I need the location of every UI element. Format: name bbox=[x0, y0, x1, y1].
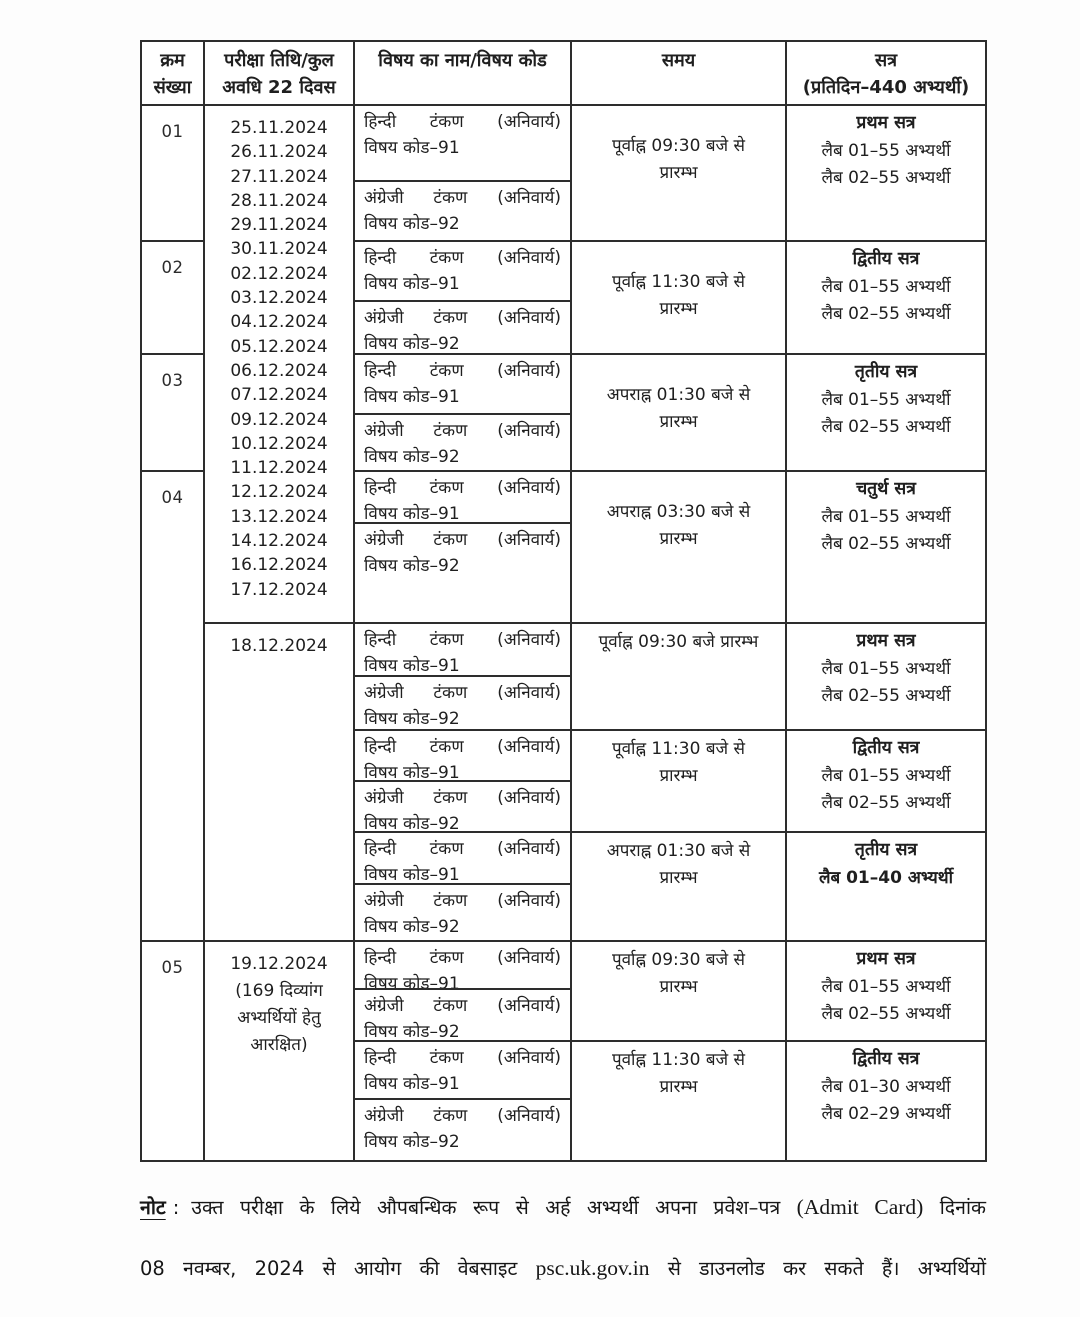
subject-cell-hindi bbox=[355, 106, 572, 182]
subject-code: विषय कोड–92 bbox=[364, 1132, 460, 1152]
time-line1: अपराह्न 03:30 बजे से bbox=[606, 502, 751, 522]
time-line1: अपराह्न 01:30 बजे से bbox=[606, 841, 751, 861]
time-line2: प्रारम्भ bbox=[659, 299, 698, 319]
time-line2: प्रारम्भ bbox=[659, 529, 698, 549]
note-line-1 bbox=[140, 1190, 986, 1225]
note-colon: : bbox=[172, 1196, 180, 1219]
time-line1: पूर्वाह्न 11:30 बजे से bbox=[611, 272, 746, 292]
subject-name: हिन्दी टंकण (अनिवार्य) bbox=[364, 737, 561, 757]
session-cell bbox=[787, 472, 987, 624]
subject-cell-english bbox=[355, 415, 572, 472]
subject-cell-hindi bbox=[355, 624, 572, 677]
lab-count: लैब 02–55 अभ्यर्थी bbox=[821, 793, 951, 813]
note-text: उक्त परीक्षा के लिये औपबन्धिक रूप से अर्ह अभ्यर्थी अपना प्रवेश–पत्र bbox=[191, 1196, 797, 1219]
subject-cell-english bbox=[355, 1100, 572, 1162]
subject-name: हिन्दी टंकण (अनिवार्य) bbox=[364, 361, 561, 381]
note-website-text: psc.uk.gov.in bbox=[535, 1256, 650, 1280]
subject-cell-hindi bbox=[355, 731, 572, 782]
header-session-line2: (प्रतिदिन–440 अभ्यर्थी) bbox=[802, 77, 970, 98]
session-cell bbox=[787, 242, 987, 355]
subject-name: हिन्दी टंकण (अनिवार्य) bbox=[364, 112, 561, 132]
session-title: तृतीय सत्र bbox=[854, 840, 918, 860]
note-label: नोट bbox=[140, 1196, 166, 1219]
subject-code: विषय कोड–92 bbox=[364, 214, 460, 234]
time-line2: प्रारम्भ bbox=[659, 977, 698, 997]
lab-count: लैब 02–55 अभ्यर्थी bbox=[821, 1004, 951, 1024]
time-line1: अपराह्न 01:30 बजे से bbox=[606, 385, 751, 405]
time-line1: पूर्वाह्न 11:30 बजे से bbox=[611, 1050, 746, 1070]
time-cell bbox=[572, 242, 787, 355]
lab-count: लैब 01–55 अभ्यर्थी bbox=[821, 506, 951, 527]
time-line1: पूर्वाह्न 09:30 बजे प्रारम्भ bbox=[598, 632, 759, 652]
session-cell bbox=[787, 942, 987, 1042]
subject-code: विषय कोड–92 bbox=[364, 814, 460, 833]
subject-cell-hindi bbox=[355, 242, 572, 302]
time-cell bbox=[572, 942, 787, 1042]
subject-name: अंग्रेजी टंकण (अनिवार्य) bbox=[364, 788, 561, 808]
serial-cell-01: 01 bbox=[142, 106, 205, 242]
subject-cell-english bbox=[355, 302, 572, 355]
date-cell-19-12: 19.12.2024 (169 दिव्यांग अभ्यर्थियों हेतु आरक्षित) bbox=[205, 942, 355, 1162]
subject-code: विषय कोड–91 bbox=[364, 974, 460, 990]
time-cell bbox=[572, 731, 787, 833]
subject-code: विषय कोड–92 bbox=[364, 917, 460, 937]
lab-count: लैब 02–55 अभ्यर्थी bbox=[821, 304, 951, 324]
subject-name: अंग्रेजी टंकण (अनिवार्य) bbox=[364, 683, 561, 703]
subject-name: अंग्रेजी टंकण (अनिवार्य) bbox=[364, 891, 561, 911]
session-cell bbox=[787, 355, 987, 472]
session-title: चतुर्थ सत्र bbox=[856, 479, 916, 499]
session-cell bbox=[787, 624, 987, 731]
session-cell bbox=[787, 1042, 987, 1162]
lab-count: लैब 01–55 अभ्यर्थी bbox=[821, 765, 951, 786]
lab-count: लैब 01–40 अभ्यर्थी bbox=[818, 867, 954, 888]
subject-code: विषय कोड–92 bbox=[364, 334, 460, 354]
subject-code: विषय कोड–91 bbox=[364, 138, 460, 158]
subject-name: हिन्दी टंकण (अनिवार्य) bbox=[364, 1048, 561, 1068]
lab-count: लैब 02–29 अभ्यर्थी bbox=[821, 1104, 951, 1124]
subject-code: विषय कोड–92 bbox=[364, 447, 460, 467]
session-title: प्रथम सत्र bbox=[856, 631, 916, 651]
lab-count: लैब 01–55 अभ्यर्थी bbox=[821, 658, 951, 679]
subject-name: हिन्दी टंकण (अनिवार्य) bbox=[364, 839, 561, 859]
subject-name: हिन्दी टंकण (अनिवार्य) bbox=[364, 630, 561, 650]
lab-count: लैब 02–55 अभ्यर्थी bbox=[821, 686, 951, 706]
subject-code: विषय कोड–92 bbox=[364, 709, 460, 729]
lab-count: लैब 01–55 अभ्यर्थी bbox=[821, 140, 951, 161]
session-title: द्वितीय सत्र bbox=[852, 738, 920, 758]
header-exam-date: परीक्षा तिथि/कुल अवधि 22 दिवस bbox=[205, 42, 355, 106]
time-cell bbox=[572, 106, 787, 242]
lab-count: लैब 02–55 अभ्यर्थी bbox=[821, 417, 951, 437]
exam-schedule-table bbox=[140, 40, 987, 1162]
subject-code: विषय कोड–91 bbox=[364, 387, 460, 407]
time-line1: पूर्वाह्न 11:30 बजे से bbox=[611, 739, 746, 759]
subject-name: हिन्दी टंकण (अनिवार्य) bbox=[364, 248, 561, 268]
session-cell bbox=[787, 106, 987, 242]
serial-cell-05: 05 bbox=[142, 942, 205, 1162]
note-line-2 bbox=[140, 1251, 986, 1286]
subject-code: विषय कोड–91 bbox=[364, 274, 460, 294]
header-serial-number: क्रम संख्या bbox=[142, 42, 205, 106]
header-time: समय bbox=[572, 42, 787, 106]
lab-count: लैब 02–55 अभ्यर्थी bbox=[821, 534, 951, 554]
time-line1: पूर्वाह्न 09:30 बजे से bbox=[611, 136, 746, 156]
time-cell bbox=[572, 472, 787, 624]
date-cell-18-12: 18.12.2024 bbox=[205, 624, 355, 942]
footer-note bbox=[140, 1190, 986, 1286]
subject-cell-hindi bbox=[355, 1042, 572, 1100]
lab-count: लैब 01–55 अभ्यर्थी bbox=[821, 276, 951, 297]
note-text: 08 नवम्बर, 2024 से आयोग की वेबसाइट bbox=[140, 1257, 536, 1280]
session-cell bbox=[787, 731, 987, 833]
session-cell bbox=[787, 833, 987, 942]
subject-cell-english bbox=[355, 182, 572, 242]
subject-name: अंग्रेजी टंकण (अनिवार्य) bbox=[364, 188, 561, 208]
lab-count: लैब 02–55 अभ्यर्थी bbox=[821, 168, 951, 188]
subject-cell-hindi bbox=[355, 942, 572, 990]
note-admit-card-text: (Admit Card) bbox=[796, 1195, 924, 1219]
subject-name: अंग्रेजी टंकण (अनिवार्य) bbox=[364, 421, 561, 441]
time-line2: प्रारम्भ bbox=[659, 163, 698, 183]
header-subject-name-code: विषय का नाम/विषय कोड bbox=[355, 42, 572, 106]
subject-code: विषय कोड–91 bbox=[364, 865, 460, 885]
time-cell bbox=[572, 624, 787, 731]
lab-count: लैब 01–30 अभ्यर्थी bbox=[821, 1076, 951, 1097]
session-title: प्रथम सत्र bbox=[856, 949, 916, 969]
subject-cell-english bbox=[355, 885, 572, 942]
subject-cell-english bbox=[355, 677, 572, 731]
session-title: तृतीय सत्र bbox=[854, 362, 918, 382]
serial-cell-02: 02 bbox=[142, 242, 205, 355]
subject-cell-hindi bbox=[355, 472, 572, 524]
subject-name: अंग्रेजी टंकण (अनिवार्य) bbox=[364, 996, 561, 1016]
note-text: दिनांक bbox=[923, 1196, 987, 1219]
subject-cell-hindi bbox=[355, 355, 572, 415]
session-title: द्वितीय सत्र bbox=[852, 249, 920, 269]
subject-cell-english bbox=[355, 990, 572, 1042]
note-text: से डाउनलोड कर सकते हैं। अभ्यर्थियों bbox=[649, 1257, 987, 1280]
session-title: प्रथम सत्र bbox=[856, 113, 916, 133]
time-cell bbox=[572, 833, 787, 942]
subject-code: विषय कोड–91 bbox=[364, 763, 460, 782]
subject-name: अंग्रेजी टंकण (अनिवार्य) bbox=[364, 308, 561, 328]
time-line2: प्रारम्भ bbox=[659, 868, 698, 888]
subject-code: विषय कोड–92 bbox=[364, 556, 460, 576]
subject-cell-english bbox=[355, 782, 572, 833]
subject-name: हिन्दी टंकण (अनिवार्य) bbox=[364, 478, 561, 498]
subject-name: अंग्रेजी टंकण (अनिवार्य) bbox=[364, 530, 561, 550]
subject-code: विषय कोड–91 bbox=[364, 656, 460, 676]
subject-code: विषय कोड–91 bbox=[364, 1074, 460, 1094]
session-title: द्वितीय सत्र bbox=[852, 1049, 920, 1069]
header-session-line1: सत्र bbox=[874, 50, 898, 71]
serial-cell-03: 03 bbox=[142, 355, 205, 472]
subject-cell-hindi bbox=[355, 833, 572, 885]
time-line2: प्रारम्भ bbox=[659, 1077, 698, 1097]
lab-count: लैब 01–55 अभ्यर्थी bbox=[821, 389, 951, 410]
subject-name: हिन्दी टंकण (अनिवार्य) bbox=[364, 948, 561, 968]
time-line2: प्रारम्भ bbox=[659, 766, 698, 786]
time-line2: प्रारम्भ bbox=[659, 412, 698, 432]
time-cell bbox=[572, 355, 787, 472]
subject-code: विषय कोड–91 bbox=[364, 504, 460, 524]
subject-cell-english bbox=[355, 524, 572, 624]
lab-count: लैब 01–55 अभ्यर्थी bbox=[821, 976, 951, 997]
time-line1: पूर्वाह्न 09:30 बजे से bbox=[611, 950, 746, 970]
subject-name: अंग्रेजी टंकण (अनिवार्य) bbox=[364, 1106, 561, 1126]
header-session bbox=[787, 42, 987, 106]
serial-cell-04: 04 bbox=[142, 472, 205, 942]
date-list-cell: 25.11.2024 26.11.2024 27.11.2024 28.11.2024 29.11.2024 30.11.2024 02.12.2024 03.12.2024 04.12.2024 05.12.2024 06.12.2024 07.12.2024 09.12.2024 10.12.2024 11.12.2024 12.12.2024 13.12.2024 14.12.2024 16.12.2024 17.12.2024 bbox=[205, 106, 355, 624]
subject-code: विषय कोड–92 bbox=[364, 1022, 460, 1042]
time-cell bbox=[572, 1042, 787, 1162]
